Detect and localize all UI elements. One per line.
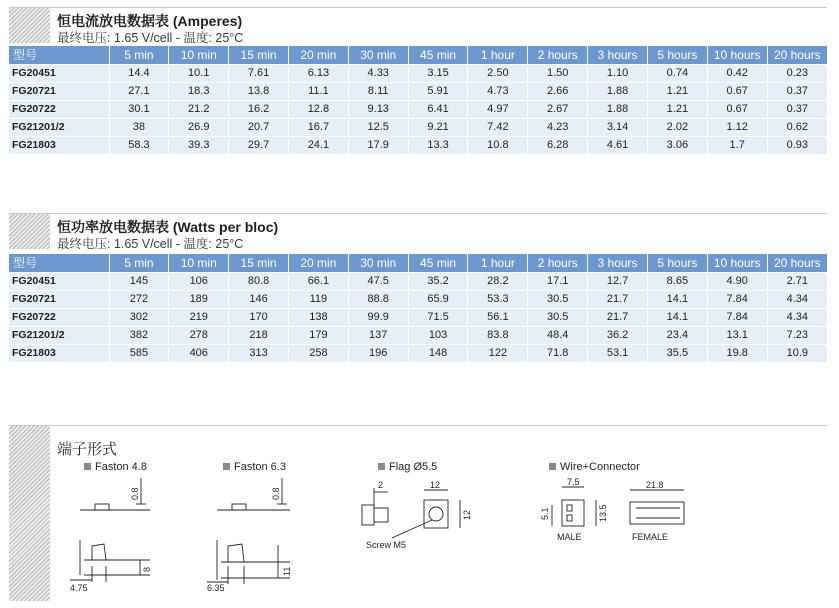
- value-cell: 2.02: [647, 118, 707, 136]
- value-cell: 99.9: [348, 308, 408, 326]
- value-cell: 47.5: [348, 272, 408, 290]
- value-cell: 382: [109, 326, 169, 344]
- value-cell: 12.7: [588, 272, 648, 290]
- value-cell: 119: [288, 290, 348, 308]
- value-cell: 88.8: [348, 290, 408, 308]
- value-cell: 30.5: [528, 290, 588, 308]
- value-cell: 4.73: [468, 82, 528, 100]
- flag-label-text: Flag Ø5.5: [389, 461, 438, 473]
- column-header: 2 hours: [528, 254, 588, 272]
- value-cell: 1.21: [647, 82, 707, 100]
- value-cell: 0.62: [767, 118, 827, 136]
- value-cell: 26.9: [169, 118, 229, 136]
- faston63-label-text: Faston 6.3: [234, 461, 286, 473]
- column-header: 1 hour: [468, 254, 528, 272]
- column-header: 5 hours: [647, 46, 707, 64]
- value-cell: 10.8: [468, 136, 528, 154]
- flag-dim-b: 12: [430, 480, 441, 490]
- value-cell: 106: [169, 272, 229, 290]
- value-cell: 272: [109, 290, 169, 308]
- value-cell: 1.50: [528, 64, 588, 82]
- wire-male-label: MALE: [557, 532, 582, 542]
- value-cell: 1.88: [588, 100, 648, 118]
- faston63-dim-height: 11: [282, 566, 292, 576]
- power-table-title: 恒功率放电数据表 (Watts per bloc): [57, 219, 279, 235]
- value-cell: 66.1: [288, 272, 348, 290]
- value-cell: 71.8: [528, 344, 588, 362]
- value-cell: 11.1: [288, 82, 348, 100]
- value-cell: 21.7: [588, 290, 648, 308]
- faston48-dim-top: 0.8: [130, 487, 140, 500]
- wire-dim-male-side: 5.1: [540, 507, 550, 520]
- value-cell: 30.1: [109, 100, 169, 118]
- value-cell: 56.1: [468, 308, 528, 326]
- value-cell: 58.3: [109, 136, 169, 154]
- value-cell: 406: [169, 344, 229, 362]
- value-cell: 53.3: [468, 290, 528, 308]
- value-cell: 7.42: [468, 118, 528, 136]
- value-cell: 5.91: [408, 82, 468, 100]
- model-cell: FG21803: [9, 136, 109, 154]
- value-cell: 145: [109, 272, 169, 290]
- value-cell: 4.34: [767, 308, 827, 326]
- value-cell: 219: [169, 308, 229, 326]
- value-cell: 278: [169, 326, 229, 344]
- value-cell: 148: [408, 344, 468, 362]
- column-header: 2 hours: [528, 46, 588, 64]
- value-cell: 10.1: [169, 64, 229, 82]
- value-cell: 53.1: [588, 344, 648, 362]
- column-header: 20 min: [288, 254, 348, 272]
- faston63-dim-width: 6.35: [207, 583, 225, 593]
- value-cell: 3.14: [588, 118, 648, 136]
- value-cell: 9.21: [408, 118, 468, 136]
- value-cell: 17.1: [528, 272, 588, 290]
- value-cell: 80.8: [229, 272, 289, 290]
- value-cell: 30.5: [528, 308, 588, 326]
- value-cell: 71.5: [408, 308, 468, 326]
- wire-dim-male-w: 7.5: [567, 477, 580, 487]
- value-cell: 29.7: [229, 136, 289, 154]
- value-cell: 7.61: [229, 64, 289, 82]
- terminals-title: 端子形式: [57, 441, 118, 458]
- faston48-label-text: Faston 4.8: [95, 461, 147, 473]
- value-cell: 0.37: [767, 100, 827, 118]
- flag-screw-label: Screw M5: [366, 540, 407, 550]
- value-cell: 65.9: [408, 290, 468, 308]
- column-header: 20 hours: [767, 46, 827, 64]
- value-cell: 39.3: [169, 136, 229, 154]
- column-header: 20 hours: [767, 254, 827, 272]
- value-cell: 1.10: [588, 64, 648, 82]
- flag-dim-c: 12: [462, 509, 472, 520]
- column-header: 10 min: [169, 46, 229, 64]
- value-cell: 258: [288, 344, 348, 362]
- faston48-dim-height: 8: [142, 566, 152, 572]
- value-cell: 83.8: [468, 326, 528, 344]
- value-cell: 4.90: [707, 272, 767, 290]
- model-cell: FG21201/2: [9, 118, 109, 136]
- column-header-model: 型号: [9, 254, 109, 272]
- value-cell: 20.7: [229, 118, 289, 136]
- value-cell: 14.1: [647, 308, 707, 326]
- value-cell: 24.1: [288, 136, 348, 154]
- value-cell: 0.67: [707, 82, 767, 100]
- value-cell: 0.42: [707, 64, 767, 82]
- value-cell: 1.21: [647, 100, 707, 118]
- value-cell: 146: [229, 290, 289, 308]
- model-cell: FG20721: [9, 290, 109, 308]
- value-cell: 35.2: [408, 272, 468, 290]
- wire-dim-male-h: 13.5: [598, 504, 608, 522]
- value-cell: 196: [348, 344, 408, 362]
- model-cell: FG21803: [9, 344, 109, 362]
- value-cell: 18.3: [169, 82, 229, 100]
- model-cell: FG20722: [9, 100, 109, 118]
- value-cell: 13.8: [229, 82, 289, 100]
- value-cell: 4.61: [588, 136, 648, 154]
- column-header: 3 hours: [588, 46, 648, 64]
- value-cell: 0.74: [647, 64, 707, 82]
- value-cell: 2.71: [767, 272, 827, 290]
- value-cell: 6.28: [528, 136, 588, 154]
- current-table-title: 恒电流放电数据表 (Amperes): [57, 13, 243, 29]
- column-header: 10 hours: [707, 254, 767, 272]
- value-cell: 4.97: [468, 100, 528, 118]
- value-cell: 137: [348, 326, 408, 344]
- value-cell: 2.50: [468, 64, 528, 82]
- value-cell: 8.11: [348, 82, 408, 100]
- value-cell: 122: [468, 344, 528, 362]
- value-cell: 28.2: [468, 272, 528, 290]
- column-header: 3 hours: [588, 254, 648, 272]
- model-cell: FG20451: [9, 272, 109, 290]
- value-cell: 302: [109, 308, 169, 326]
- value-cell: 35.5: [647, 344, 707, 362]
- current-table-subtitle: 最终电压: 1.65 V/cell - 温度: 25°C: [57, 31, 244, 45]
- value-cell: 7.84: [707, 290, 767, 308]
- value-cell: 21.2: [169, 100, 229, 118]
- value-cell: 189: [169, 290, 229, 308]
- value-cell: 17.9: [348, 136, 408, 154]
- value-cell: 9.13: [348, 100, 408, 118]
- value-cell: 12.5: [348, 118, 408, 136]
- column-header: 15 min: [229, 46, 289, 64]
- faston48-dim-width: 4.75: [70, 583, 88, 593]
- wire-drawing: [552, 487, 684, 526]
- column-header: 30 min: [348, 46, 408, 64]
- column-header: 5 min: [109, 46, 169, 64]
- value-cell: 179: [288, 326, 348, 344]
- value-cell: 0.93: [767, 136, 827, 154]
- column-header: 15 min: [229, 254, 289, 272]
- value-cell: 1.88: [588, 82, 648, 100]
- column-header: 10 min: [169, 254, 229, 272]
- value-cell: 1.12: [707, 118, 767, 136]
- column-header-model: 型号: [9, 46, 109, 64]
- column-header: 45 min: [408, 46, 468, 64]
- column-header: 10 hours: [707, 46, 767, 64]
- value-cell: 103: [408, 326, 468, 344]
- value-cell: 6.41: [408, 100, 468, 118]
- value-cell: 3.06: [647, 136, 707, 154]
- value-cell: 585: [109, 344, 169, 362]
- power-table-subtitle: 最终电压: 1.65 V/cell - 温度: 25°C: [57, 237, 244, 251]
- value-cell: 7.84: [707, 308, 767, 326]
- wire-label-text: Wire+Connector: [560, 461, 640, 473]
- value-cell: 138: [288, 308, 348, 326]
- value-cell: 13.1: [707, 326, 767, 344]
- value-cell: 48.4: [528, 326, 588, 344]
- value-cell: 16.2: [229, 100, 289, 118]
- value-cell: 2.66: [528, 82, 588, 100]
- faston63-dim-top: 0.8: [271, 487, 281, 500]
- value-cell: 218: [229, 326, 289, 344]
- value-cell: 16.7: [288, 118, 348, 136]
- value-cell: 3.15: [408, 64, 468, 82]
- column-header: 5 min: [109, 254, 169, 272]
- value-cell: 36.2: [588, 326, 648, 344]
- value-cell: 4.34: [767, 290, 827, 308]
- column-header: 1 hour: [468, 46, 528, 64]
- model-cell: FG21201/2: [9, 326, 109, 344]
- column-header: 45 min: [408, 254, 468, 272]
- flag-dim-a: 2: [378, 480, 384, 490]
- value-cell: 14.4: [109, 64, 169, 82]
- value-cell: 38: [109, 118, 169, 136]
- value-cell: 4.33: [348, 64, 408, 82]
- value-cell: 4.23: [528, 118, 588, 136]
- value-cell: 27.1: [109, 82, 169, 100]
- value-cell: 21.7: [588, 308, 648, 326]
- model-cell: FG20722: [9, 308, 109, 326]
- value-cell: 1.7: [707, 136, 767, 154]
- value-cell: 23.4: [647, 326, 707, 344]
- value-cell: 170: [229, 308, 289, 326]
- value-cell: 313: [229, 344, 289, 362]
- value-cell: 2.67: [528, 100, 588, 118]
- value-cell: 10.9: [767, 344, 827, 362]
- value-cell: 13.3: [408, 136, 468, 154]
- value-cell: 0.67: [707, 100, 767, 118]
- value-cell: 14.1: [647, 290, 707, 308]
- column-header: 20 min: [288, 46, 348, 64]
- value-cell: 12.8: [288, 100, 348, 118]
- wire-dim-female-w: 21.8: [646, 480, 664, 490]
- wire-female-label: FEMALE: [632, 532, 669, 542]
- column-header: 5 hours: [647, 254, 707, 272]
- value-cell: 19.8: [707, 344, 767, 362]
- value-cell: 0.23: [767, 64, 827, 82]
- value-cell: 0.37: [767, 82, 827, 100]
- flag-drawing: [362, 488, 460, 538]
- model-cell: FG20721: [9, 82, 109, 100]
- value-cell: 7.23: [767, 326, 827, 344]
- value-cell: 6.13: [288, 64, 348, 82]
- model-cell: FG20451: [9, 64, 109, 82]
- value-cell: 8.65: [647, 272, 707, 290]
- column-header: 30 min: [348, 254, 408, 272]
